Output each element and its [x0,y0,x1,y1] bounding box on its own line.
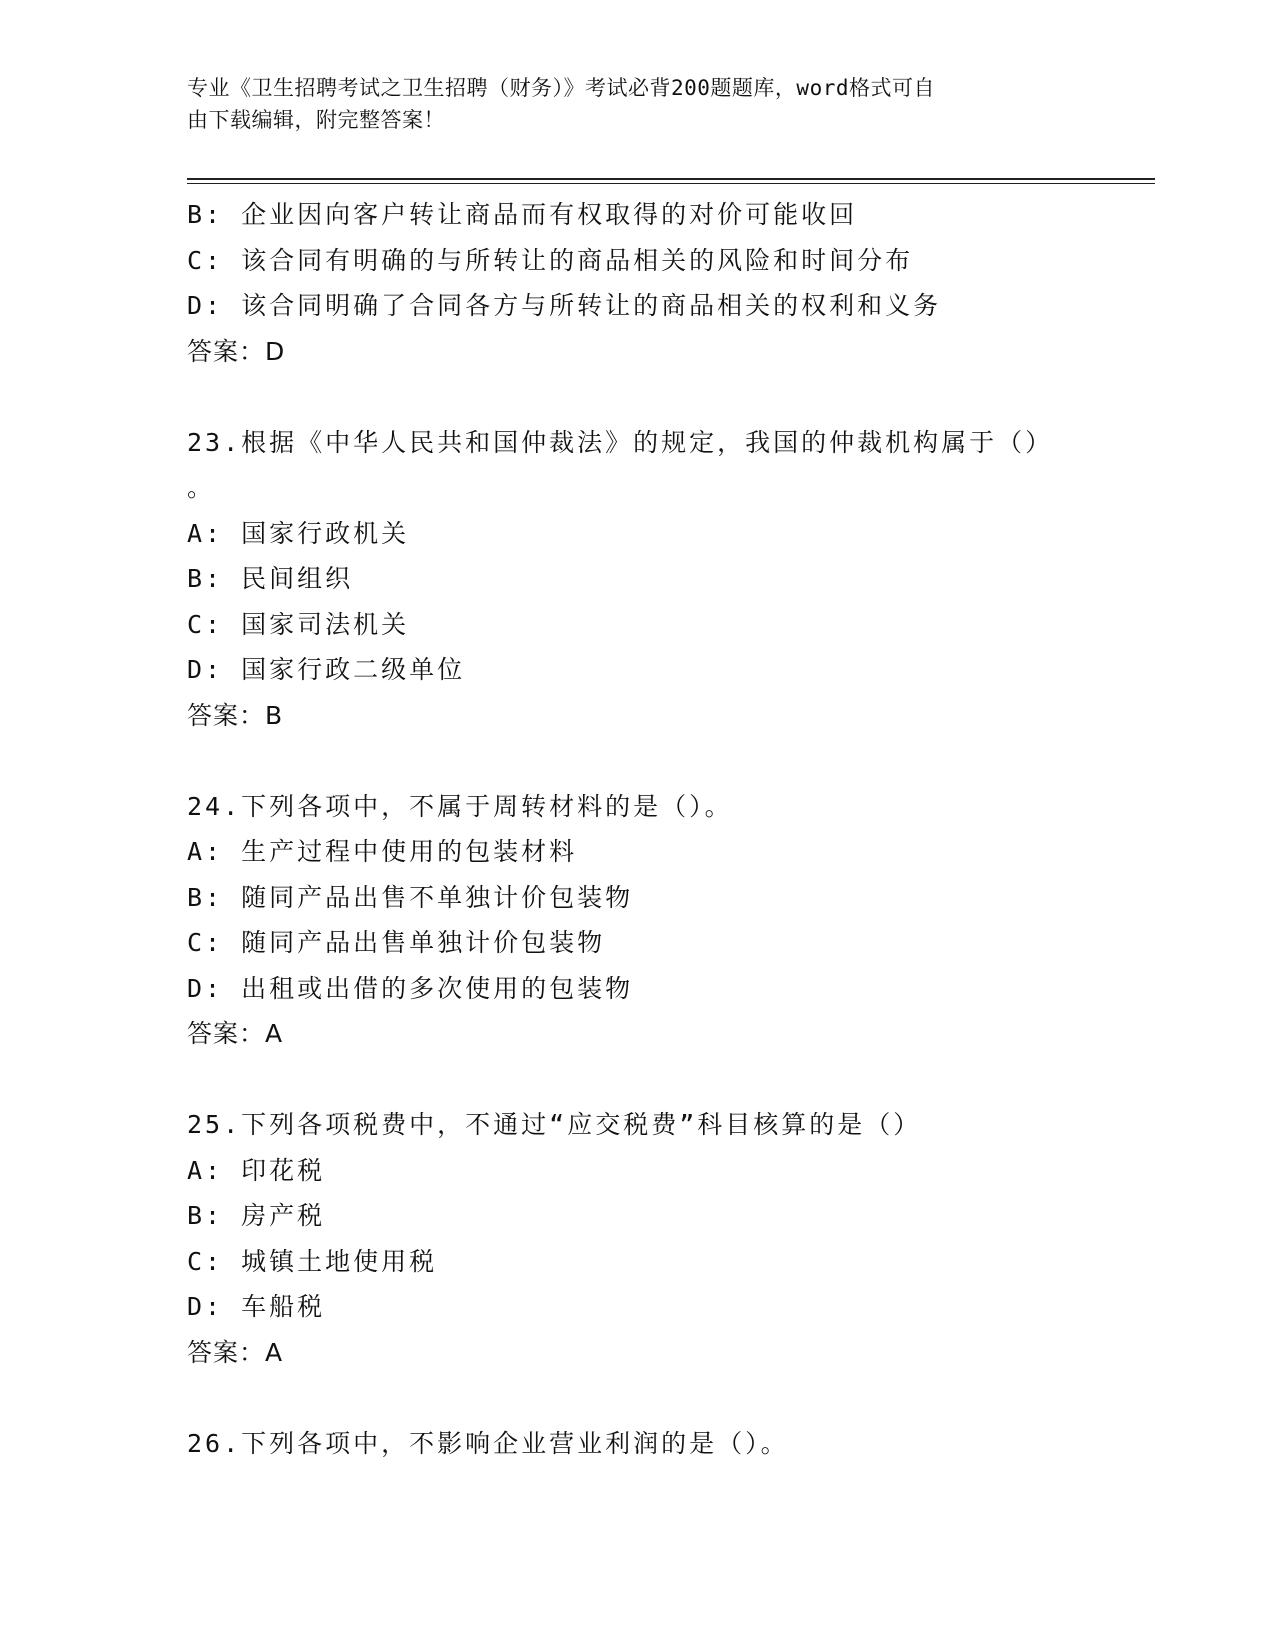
question-list [187,192,1087,1466]
header-line-2: 由下载编辑，附完整答案！ [187,108,445,132]
answer: 答案：A [187,1019,284,1048]
answer: 答案：D [187,336,286,366]
spacer [187,1375,1087,1421]
header-line-1: 专业《卫生招聘考试之卫生招聘（财务）》考试必背200题题库，word格式可自 [187,76,935,100]
option-a: A: 生产过程中使用的包装材料 [187,837,578,866]
spacer [187,374,1087,420]
question-22-continuation [187,192,1087,374]
option-c: C: 随同产品出售单独计价包装物 [187,928,606,957]
question-24 [187,784,1087,1057]
option-b: B: 随同产品出售不单独计价包装物 [187,882,634,912]
question-25 [187,1102,1087,1375]
answer: 答案：B [187,700,284,730]
spacer [187,1057,1087,1103]
answer: 答案：A [187,1337,284,1367]
question-23 [187,420,1087,739]
option-d: D: 国家行政二级单位 [187,655,466,684]
option-c: C: 国家司法机关 [187,609,410,639]
option-c: C: 城镇土地使用税 [187,1246,438,1276]
header-divider-thin [187,183,1155,184]
spacer [187,738,1087,784]
option-d: D: 出租或出借的多次使用的包装物 [187,973,634,1003]
question-26 [187,1421,1087,1467]
option-d: D: 该合同明确了合同各方与所转让的商品相关的权利和义务 [187,291,942,320]
question-title-continuation: 。 [187,473,216,502]
option-d: D: 车船税 [187,1292,326,1321]
question-title: 23.根据《中华人民共和国仲裁法》的规定，我国的仲裁机构属于（） [187,427,1054,457]
question-title: 25.下列各项税费中，不通过“应交税费”科目核算的是（） [187,1110,922,1139]
option-b: B: 房产税 [187,1201,326,1230]
option-b: B: 民间组织 [187,564,354,593]
option-a: A: 国家行政机关 [187,518,410,548]
question-title: 26.下列各项中，不影响企业营业利润的是（）。 [187,1428,789,1458]
option-c: C: 该合同有明确的与所转让的商品相关的风险和时间分布 [187,245,914,275]
option-a: A: 印花税 [187,1155,326,1185]
question-title: 24.下列各项中，不属于周转材料的是（）。 [187,791,733,821]
header-divider [187,178,1155,180]
document-header [187,72,1067,136]
option-b: B: 企业因向客户转让商品而有权取得的对价可能收回 [187,200,858,229]
